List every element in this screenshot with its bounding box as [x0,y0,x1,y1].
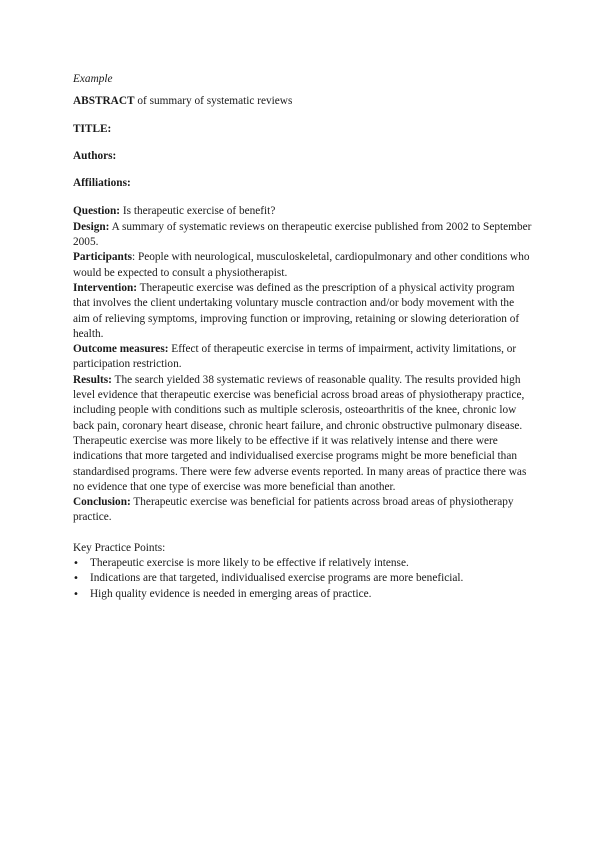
list-item-text: High quality evidence is needed in emerging areas of practice. [90,587,372,600]
intervention-paragraph [73,281,533,342]
results-text: The search yielded 38 systematic reviews of reasonable quality. The results provided high level evidence that therapeutic exercise was beneficial across broad areas of physiotherapy practice, including people with conditions such as multiple sclerosis, osteoarthritis of the knee, chronic low back pain, coronary heart disease, chronic heart failure, and chronic obstructive pulmonary disease. Therapeutic exercise was more likely to be effective if it was relatively intense and there were indications that more targeted and individualised exercise programs might be more beneficial than standardised programs. There were few adverse events reported. In many areas of practice there was no evidence that one type of exercise was more beneficial than another. [73,373,527,493]
conclusion-text: Therapeutic exercise was beneficial for patients across broad areas of physiotherapy practice. [73,496,514,524]
design-label: Design: [73,220,110,233]
list-item [73,571,533,586]
document-page [73,72,533,602]
design-paragraph [73,220,533,251]
list-item [73,556,533,571]
outcome-paragraph [73,342,533,373]
intervention-text: Therapeutic exercise was defined as the prescription of a physical activity program that involves the client undertaking voluntary muscle contraction and/or body movement with the aim of relieving symptoms, improving function or improving, retaining or slowing deterioration of health. [73,281,520,340]
bullet-icon: • [73,588,79,600]
authors-field-label: Authors: [73,149,117,162]
example-label: Example [73,73,113,85]
conclusion-label: Conclusion: [73,496,131,509]
list-item-text: Indications are that targeted, individualised exercise programs are more beneficial. [90,572,464,585]
abstract-heading [73,94,533,109]
list-item-text: Therapeutic exercise is more likely to be effective if relatively intense. [90,557,409,570]
outcome-label: Outcome measures: [73,343,169,356]
list-item [73,587,533,602]
results-label: Results: [73,373,112,386]
bullet-icon: • [73,573,79,585]
intervention-label: Intervention: [73,281,138,294]
key-practice-points-list [73,556,533,602]
question-text: Is therapeutic exercise of benefit? [120,205,276,218]
results-paragraph [73,373,533,495]
participants-text: : People with neurological, musculoskeletal, cardiopulmonary and other conditions who would be expected to consult a physiotherapist. [73,251,530,279]
conclusion-paragraph [73,495,533,526]
participants-paragraph [73,250,533,281]
abstract-bold-label: ABSTRACT [73,95,135,108]
title-field-label: TITLE: [73,122,112,135]
abstract-subtitle: of summary of systematic reviews [134,95,293,108]
affiliations-field-label: Affiliations: [73,177,131,190]
key-practice-points-title: Key Practice Points: [73,541,166,554]
design-text: A summary of systematic reviews on therapeutic exercise published from 2002 to September 2005. [73,220,532,249]
question-label: Question: [73,205,121,218]
question-paragraph [73,204,533,219]
bullet-icon: • [73,558,79,570]
abstract-body [73,204,533,525]
outcome-text: Effect of therapeutic exercise in terms of impairment, activity limitations, or participation restriction. [73,343,517,371]
participants-label: Participants [73,251,132,264]
